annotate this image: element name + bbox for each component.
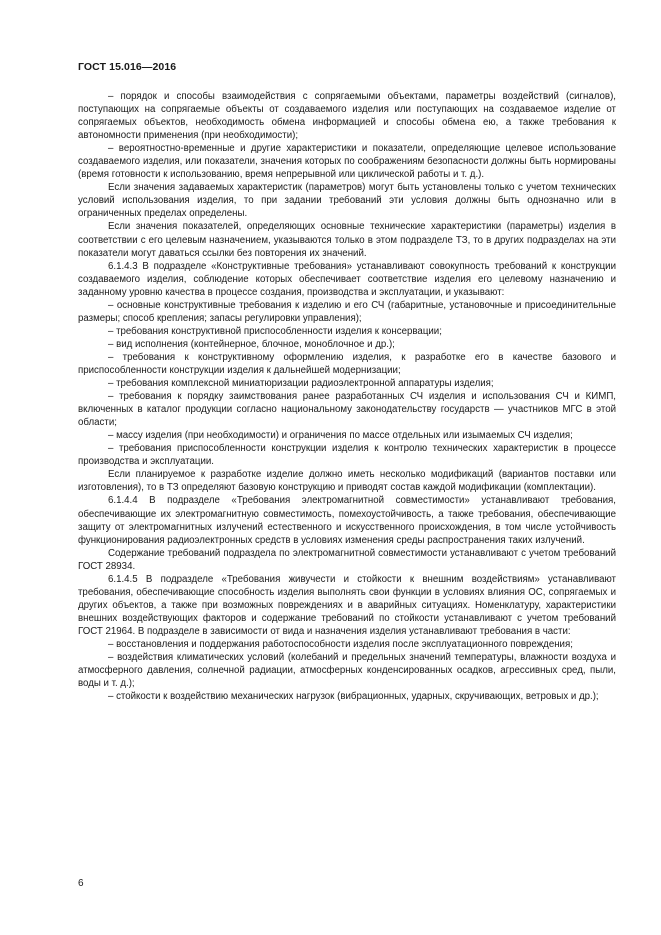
paragraph: Если значения показателей, определяющих основные технические характеристики (параметры) изделия в соответствии с его целевым назначением, указываются только в этом подразделе ТЗ, то в других подразделах на эти показатели могут даваться ссылки без повторения их значений. xyxy=(78,221,616,259)
paragraph: Если планируемое к разработке изделие должно иметь несколько модификаций (вариантов поставки или изготовления), то в ТЗ определяют базовую конструкцию и приводят состав каждой модификации (комплектации). xyxy=(78,469,616,494)
paragraph: – основные конструктивные требования к изделию и его СЧ (габаритные, установочные и присоединительные размеры; способ крепления; запасы регулировки управления); xyxy=(78,299,616,324)
paragraph: 6.1.4.5 В подразделе «Требования живучести и стойкости к внешним воздействиям» устанавливают требования, обеспечивающие способность изделия выполнять свои функции в условиях влияния ОС, сопрягаемых и других объектов, а также при возможных повреждениях и в аварийных ситуациях. Номенклатуру, характеристики внешних воздействующих факторов и содержание требований по стойкости устанавливают с учетом требований ГОСТ 21964. В подразделе в зависимости от вида и назначения изделия устанавливают требования в части: xyxy=(78,573,616,637)
paragraph: – стойкости к воздействию механических нагрузок (вибрационных, ударных, скручивающих, ветровых и др.); xyxy=(108,691,599,703)
paragraph: 6.1.4.3 В подразделе «Конструктивные требования» устанавливают совокупность требований к конструкции создаваемого изделия, соблюдение которых обеспечивает соответствие изделия его целевому назначению и заданному уровню качества в процессе создания, производства и эксплуатации, и указывают: xyxy=(78,260,616,298)
document-header: ГОСТ 15.016—2016 xyxy=(78,61,177,73)
page-number: 6 xyxy=(78,878,84,889)
paragraph: – требования к порядку заимствования ранее разработанных СЧ изделия и использования СЧ и КИМП, включенных в каталог продукции согласно национальному законодательству государств — участников МГС в этой области; xyxy=(78,391,616,429)
paragraph: Содержание требований подраздела по электромагнитной совместимости устанавливают с учетом требований ГОСТ 28934. xyxy=(78,547,616,572)
paragraph: – порядок и способы взаимодействия с сопрягаемыми объектами, параметры воздействий (сигналов), поступающих на сопрягаемые объекты от создаваемого изделия или поступающих на создаваемое изделие от сопрягаемых объектов, необходимость обмена информацией и способы обмена ею, а также требования к автономности применения (при необходимости); xyxy=(78,91,616,142)
paragraph: – требования комплексной миниатюризации радиоэлектронной аппаратуры изделия; xyxy=(108,378,494,390)
paragraph: – требования к конструктивному оформлению изделия, к разработке его в качестве базового и приспособленности конструкции изделия к дальнейшей модернизации; xyxy=(78,351,616,376)
paragraph: 6.1.4.4 В подразделе «Требования электромагнитной совместимости» устанавливают требования, обеспечивающие их электромагнитную совместимость, помехоустойчивость, а также требования, обеспечивающие защиту от электромагнитных излучений естественного и искусственного происхождения, в том числе устойчивость функционирования радиоэлектронных средств в условиях изменения среды распространения таких излучений. xyxy=(78,495,616,546)
paragraph: – вероятностно-временные и другие характеристики и показатели, определяющие целевое использование создаваемого изделия, или показатели, значения которых по соображениям безопасности должны быть нормированы (время готовности к использованию, время непрерывной или циклической работы и т. д.). xyxy=(78,143,616,181)
paragraph: – требования приспособленности конструкции изделия к контролю технических характеристик в процессе производства и эксплуатации. xyxy=(78,443,616,468)
paragraph: Если значения задаваемых характеристик (параметров) могут быть установлены только с учетом технических условий использования изделия, то при задании требований эти условия должны быть однозначно или в ограниченных пределах определены. xyxy=(78,182,616,220)
document-body xyxy=(78,90,616,703)
paragraph: – массу изделия (при необходимости) и ограничения по массе отдельных или изымаемых СЧ изделия; xyxy=(108,430,573,442)
paragraph: – восстановления и поддержания работоспособности изделия после эксплуатационного повреждения; xyxy=(108,638,573,650)
paragraph: – требования конструктивной приспособленности изделия к консервации; xyxy=(108,325,442,337)
paragraph: – воздействия климатических условий (колебаний и предельных значений температуры, влажности воздуха и атмосферного давления, солнечной радиации, атмосферных конденсированных осадков, агрессивных сред, пыли, воды и т. д.); xyxy=(78,652,616,690)
paragraph: – вид исполнения (контейнерное, блочное, моноблочное и др.); xyxy=(108,338,395,350)
